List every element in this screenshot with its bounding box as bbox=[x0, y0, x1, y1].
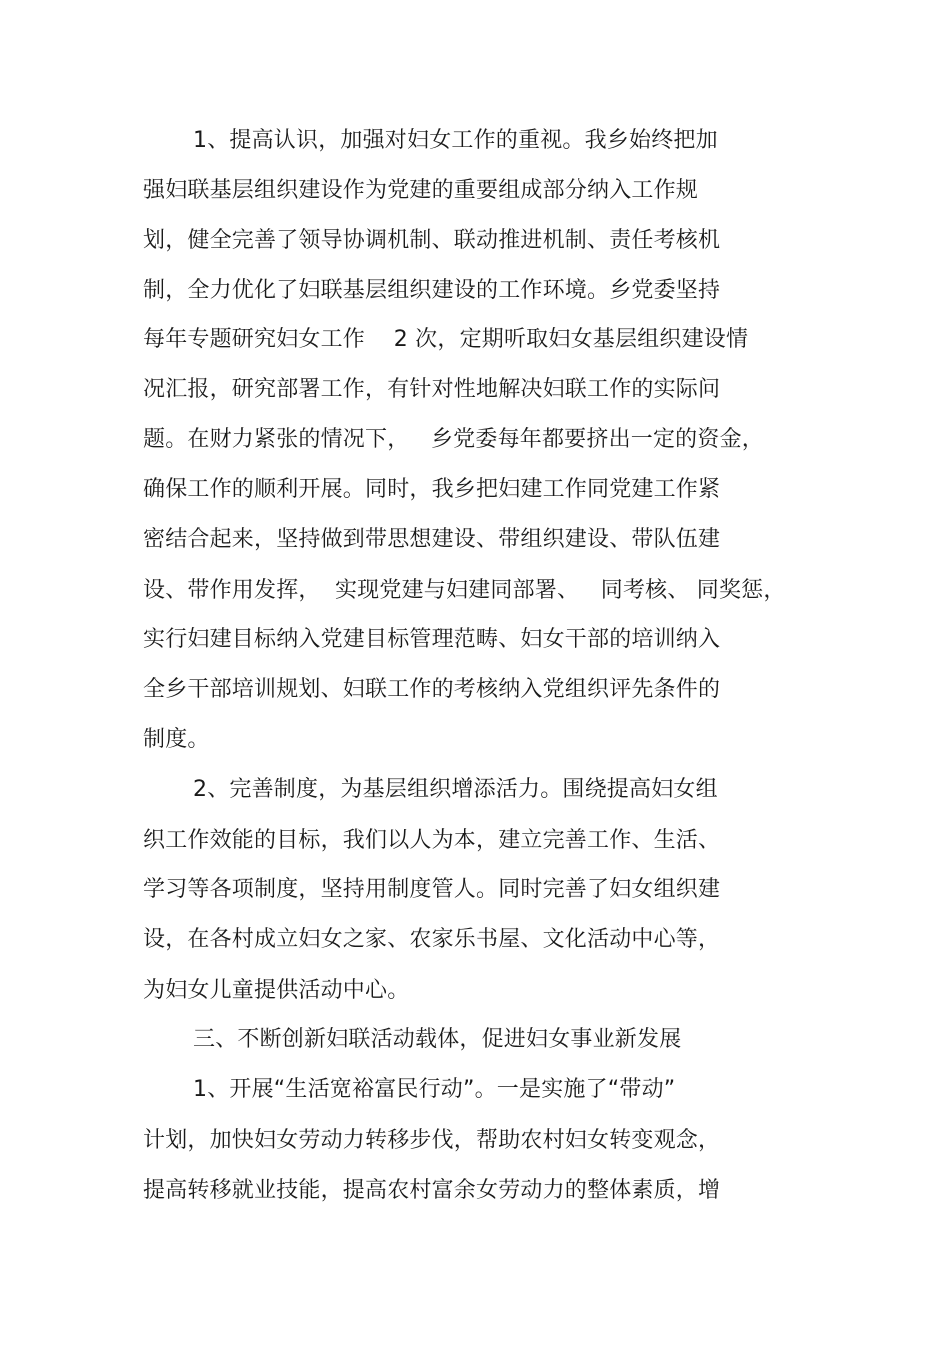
paragraph-line: 提高转移就业技能，提高农村富余女劳动力的整体素质，增 bbox=[143, 1178, 721, 1203]
paragraph-line: 强妇联基层组织建设作为党建的重要组成部分纳入工作规 bbox=[143, 178, 699, 203]
paragraph-line: 全乡干部培训规划、妇联工作的考核纳入党组织评先条件的 bbox=[143, 677, 721, 702]
paragraph-line: 1、开展“生活宽裕富民行动”。一是实施了“带动” bbox=[193, 1077, 676, 1102]
paragraph-line: 题。在财力紧张的情况下， 乡党委每年都要挤出一定的资金， bbox=[143, 427, 764, 452]
paragraph-line: 实行妇建目标纳入党建目标管理范畴、妇女干部的培训纳入 bbox=[143, 627, 721, 652]
paragraph-line: 密结合起来，坚持做到带思想建设、带组织建设、带队伍建 bbox=[143, 527, 721, 552]
paragraph-line: 确保工作的顺利开展。同时，我乡把妇建工作同党建工作紧 bbox=[143, 477, 721, 502]
paragraph-line: 每年专题研究妇女工作 2 次，定期听取妇女基层组织建设情 bbox=[143, 327, 749, 352]
paragraph-line: 织工作效能的目标，我们以人为本，建立完善工作、生活、 bbox=[143, 828, 721, 853]
paragraph-line: 学习等各项制度，坚持用制度管人。同时完善了妇女组织建 bbox=[143, 877, 721, 902]
paragraph-line: 1、提高认识，加强对妇女工作的重视。我乡始终把加 bbox=[193, 128, 718, 153]
paragraph-line: 划，健全完善了领导协调机制、联动推进机制、责任考核机 bbox=[143, 228, 721, 253]
section-heading: 三、不断创新妇联活动载体，促进妇女事业新发展 bbox=[193, 1027, 682, 1052]
paragraph-line: 况汇报，研究部署工作，有针对性地解决妇联工作的实际问 bbox=[143, 377, 721, 402]
paragraph-line: 计划，加快妇女劳动力转移步伐，帮助农村妇女转变观念， bbox=[143, 1128, 721, 1153]
paragraph-line: 制度。 bbox=[143, 727, 210, 752]
paragraph-line: 设，在各村成立妇女之家、农家乐书屋、文化活动中心等， bbox=[143, 927, 721, 952]
paragraph-line: 设、带作用发挥， 实现党建与妇建同部署、 同考核、 同奖惩， bbox=[143, 578, 786, 603]
paragraph-line: 2、完善制度，为基层组织增添活力。围绕提高妇女组 bbox=[193, 777, 718, 802]
paragraph-line: 为妇女儿童提供活动中心。 bbox=[143, 978, 410, 1003]
paragraph-line: 制，全力优化了妇联基层组织建设的工作环境。乡党委坚持 bbox=[143, 278, 721, 303]
